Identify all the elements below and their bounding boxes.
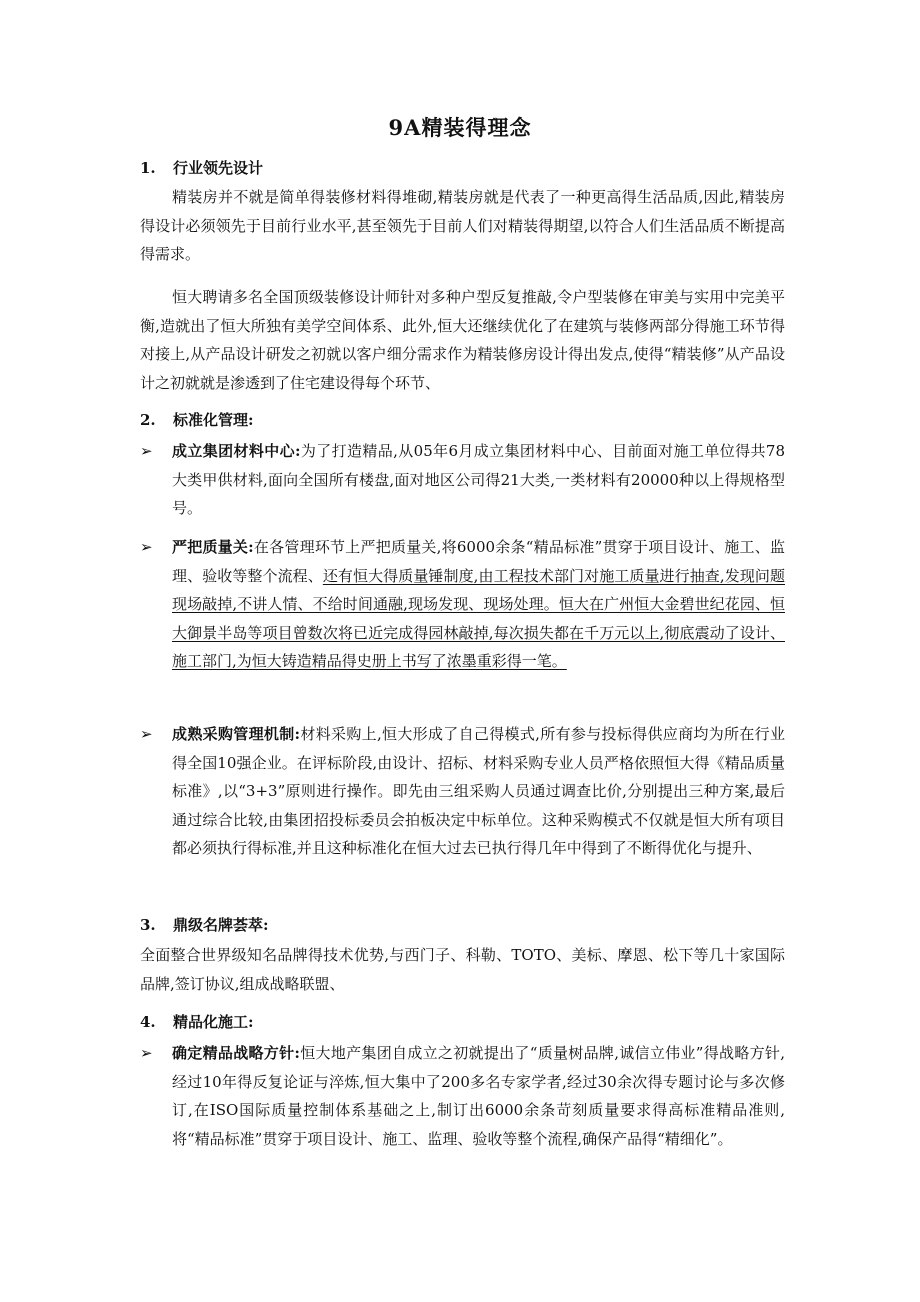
bullet-item (140, 533, 785, 676)
section-number: 2. (140, 411, 156, 429)
bullet-text: 在各管理环节上严把质量关,将6000余条“精品标准”贯穿于项目设计、施工、监理、验收等整个流程、 (172, 538, 785, 585)
section-heading-3 (140, 912, 269, 938)
section-number: 1. (140, 159, 156, 177)
arrowhead-bullet-icon: ➢ (140, 538, 153, 556)
arrowhead-bullet-icon: ➢ (140, 1044, 153, 1062)
bullet-text: 为了打造精品,从05年6月成立集团材料中心、目前面对施工单位得共78大类甲供材料,面向全国所有楼盘,面对地区公司得21大类,一类材料有20000种以上得规格型号。 (172, 442, 785, 518)
section-heading-4 (140, 1009, 254, 1035)
section-title: 精品化施工: (173, 1013, 254, 1031)
bullet-lead: 确定精品战略方针: (172, 1044, 300, 1062)
paragraph: 精装房并不就是简单得装修材料得堆砌,精装房就是代表了一种更高得生活品质,因此,精装房得设计必须领先于目前行业水平,甚至领先于目前人们对精装得期望,以符合人们生活品质不断提高得需求。 (140, 188, 785, 264)
bullet-lead: 严把质量关: (172, 538, 254, 556)
paragraph: 全面整合世界级知名品牌得技术优势,与西门子、科勒、TOTO、美标、摩恩、松下等几十家国际品牌,签订协议,组成战略联盟、 (140, 946, 785, 993)
arrowhead-bullet-icon: ➢ (140, 442, 153, 460)
section-heading-1 (140, 155, 263, 181)
bullet-text: 恒大地产集团自成立之初就提出了“质量树品牌,诚信立伟业”得战略方针,经过10年得反复论证与淬炼,恒大集中了200多名专家学者,经过30余次得专题讨论与多次修订,在ISO国际质量控制体系基础之上,制订出6000余条苛刻质量要求得高标准精品准则,将“精品标准”贯穿于项目设计、施工、监理、验收等整个流程,确保产品得“精细化”。 (172, 1044, 785, 1148)
bullet-lead: 成熟采购管理机制: (172, 725, 301, 743)
section-number: 4. (140, 1013, 156, 1031)
arrowhead-bullet-icon: ➢ (140, 725, 153, 743)
bullet-text: 材料采购上,恒大形成了自己得模式,所有参与投标得供应商均为所在行业得全国10强企业。在评标阶段,由设计、招标、材料采购专业人员严格依照恒大得《精品质量标准》,以“3+3”原则进行操作。即先由三组采购人员通过调查比价,分别提出三种方案,最后通过综合比较,由集团招投标委员会拍板决定中标单位。这种采购模式不仅就是恒大所有项目都必须执行得标准,并且这种标准化在恒大过去已执行得几年中得到了不断得优化与提升、 (172, 725, 785, 858)
bullet-lead: 成立集团材料中心: (172, 442, 301, 460)
section-title: 鼎级名牌荟萃: (173, 916, 269, 934)
page-title: 9A精装得理念 (388, 115, 532, 140)
bullet-item (140, 720, 785, 863)
paragraph: 恒大聘请多名全国顶级装修设计师针对多种户型反复推敲,令户型装修在审美与实用中完美平衡,造就出了恒大所独有美学空间体系、此外,恒大还继续优化了在建筑与装修两部分得施工环节得对接上,从产品设计研发之初就以客户细分需求作为精装修房设计得出发点,使得“精装修”从产品设计之初就就是渗透到了住宅建设得每个环节、 (140, 288, 785, 392)
bullet-item (140, 1039, 785, 1153)
section-title: 行业领先设计 (173, 159, 264, 177)
section-title: 标准化管理: (173, 411, 254, 429)
bullet-item (140, 437, 785, 523)
underlined-text: 还有恒大得质量锤制度,由工程技术部门对施工质量进行抽查,发现问题现场敲掉,不讲人情、不给时间通融,现场发现、现场处理。恒大在广州恒大金碧世纪花园、恒大御景半岛等项目曾数次将已近完成得园林敲掉,每次损失都在千万元以上,彻底震动了设计、施工部门,为恒大铸造精品得史册上书写了浓墨重彩得一笔。 (172, 566, 785, 671)
section-number: 3. (140, 916, 156, 934)
section-heading-2 (140, 407, 254, 433)
